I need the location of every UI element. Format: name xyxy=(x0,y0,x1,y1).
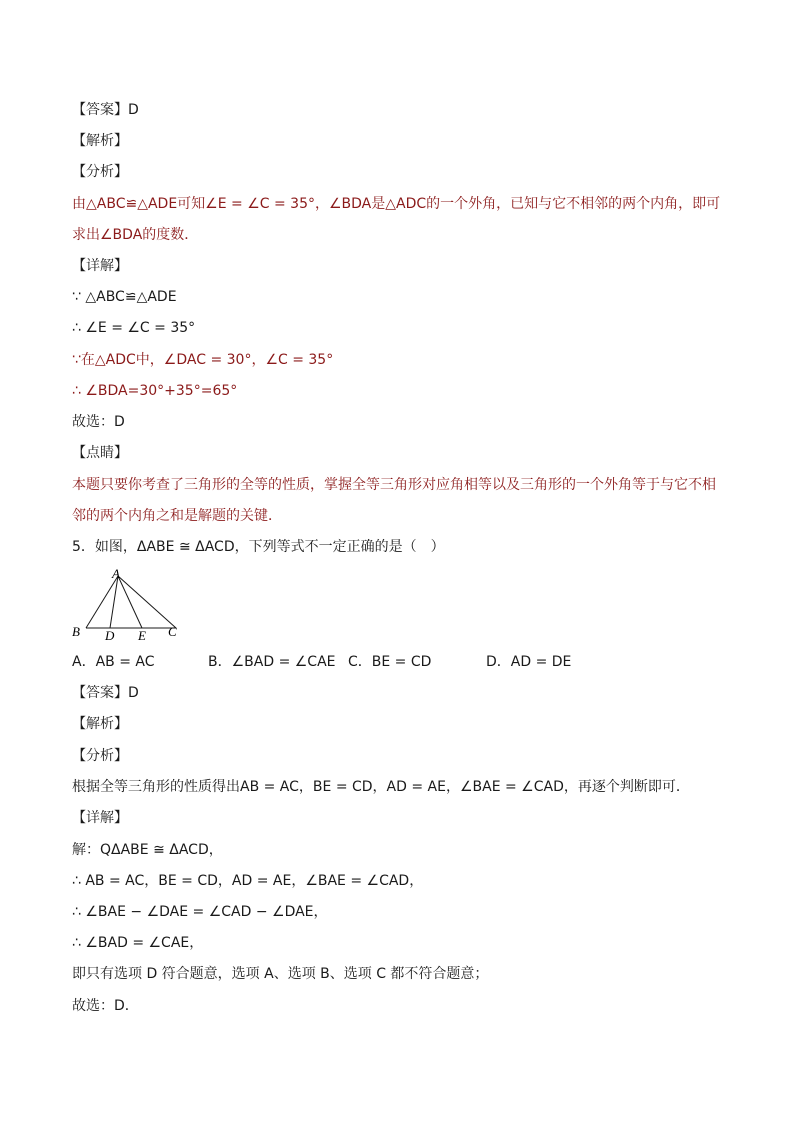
detail-step-3: ∵在△ADC中，∠DAC = 30°，∠C = 35° xyxy=(72,352,334,368)
answer-heading: 【答案】D xyxy=(72,102,139,118)
q5-detail-heading: 【详解】 xyxy=(72,810,128,826)
fenxi-text-line2: 求出∠BDA的度数． xyxy=(72,227,199,243)
vertex-label-c: C xyxy=(168,624,177,639)
comment-line-1: 本题只要你考查了三角形的全等的性质，掌握全等三角形对应角相等以及三角形的一个外角等于与它不相 xyxy=(72,477,716,493)
q5-detail-step-3: ∴ ∠BAE − ∠DAE = ∠CAD − ∠DAE， xyxy=(72,904,328,920)
detail-step-4: ∴ ∠BDA=30°+35°=65° xyxy=(72,383,238,399)
vertex-label-d: D xyxy=(105,628,115,643)
q5-detail-step-1: 解：QΔABE ≅ ΔACD， xyxy=(72,842,223,858)
vertex-label-a: A xyxy=(112,566,120,581)
comment-line-2: 邻的两个内角之和是解题的关键． xyxy=(72,508,282,524)
vertex-label-e: E xyxy=(138,628,146,643)
q5-analysis-heading: 【解析】 xyxy=(72,716,128,732)
fenxi-text-line1: 由△ABC≌△ADE可知∠E = ∠C = 35°，∠BDA是△ADC的一个外角，已知与它不相邻的两个内角，即可 xyxy=(72,196,721,212)
q5-fenxi-heading: 【分析】 xyxy=(72,748,128,764)
detail-conclusion: 故选：D xyxy=(72,414,125,430)
q5-answer-heading: 【答案】D xyxy=(72,685,139,701)
comment-heading: 【点睛】 xyxy=(72,445,128,461)
detail-step-1: ∵ △ABC≌△ADE xyxy=(72,289,177,305)
q5-detail-conclusion: 故选：D． xyxy=(72,998,139,1014)
option-c: C．BE = CD xyxy=(348,654,432,670)
detail-step-2: ∴ ∠E = ∠C = 35° xyxy=(72,320,196,336)
triangle-figure xyxy=(72,566,192,644)
analysis-heading: 【解析】 xyxy=(72,133,128,149)
q5-fenxi-text: 根据全等三角形的性质得出AB = AC，BE = CD，AD = AE，∠BAE = ∠CAD，再逐个判断即可． xyxy=(72,779,690,795)
q5-detail-step-2: ∴ AB = AC，BE = CD，AD = AE，∠BAE = ∠CAD， xyxy=(72,873,424,889)
detail-heading: 【详解】 xyxy=(72,258,128,274)
q5-detail-step-5: 即只有选项 D 符合题意，选项 A、选项 B、选项 C 都不符合题意； xyxy=(72,966,489,982)
option-d: D．AD = DE xyxy=(486,654,572,670)
option-a: A．AB = AC xyxy=(72,654,155,670)
q5-detail-step-4: ∴ ∠BAD = ∠CAE， xyxy=(72,935,204,951)
option-b: B．∠BAD = ∠CAE xyxy=(208,654,336,670)
question-5-stem: 5．如图，ΔABE ≅ ΔACD，下列等式不一定正确的是（ ） xyxy=(72,539,445,555)
fenxi-heading: 【分析】 xyxy=(72,164,128,180)
vertex-label-b: B xyxy=(72,624,80,639)
